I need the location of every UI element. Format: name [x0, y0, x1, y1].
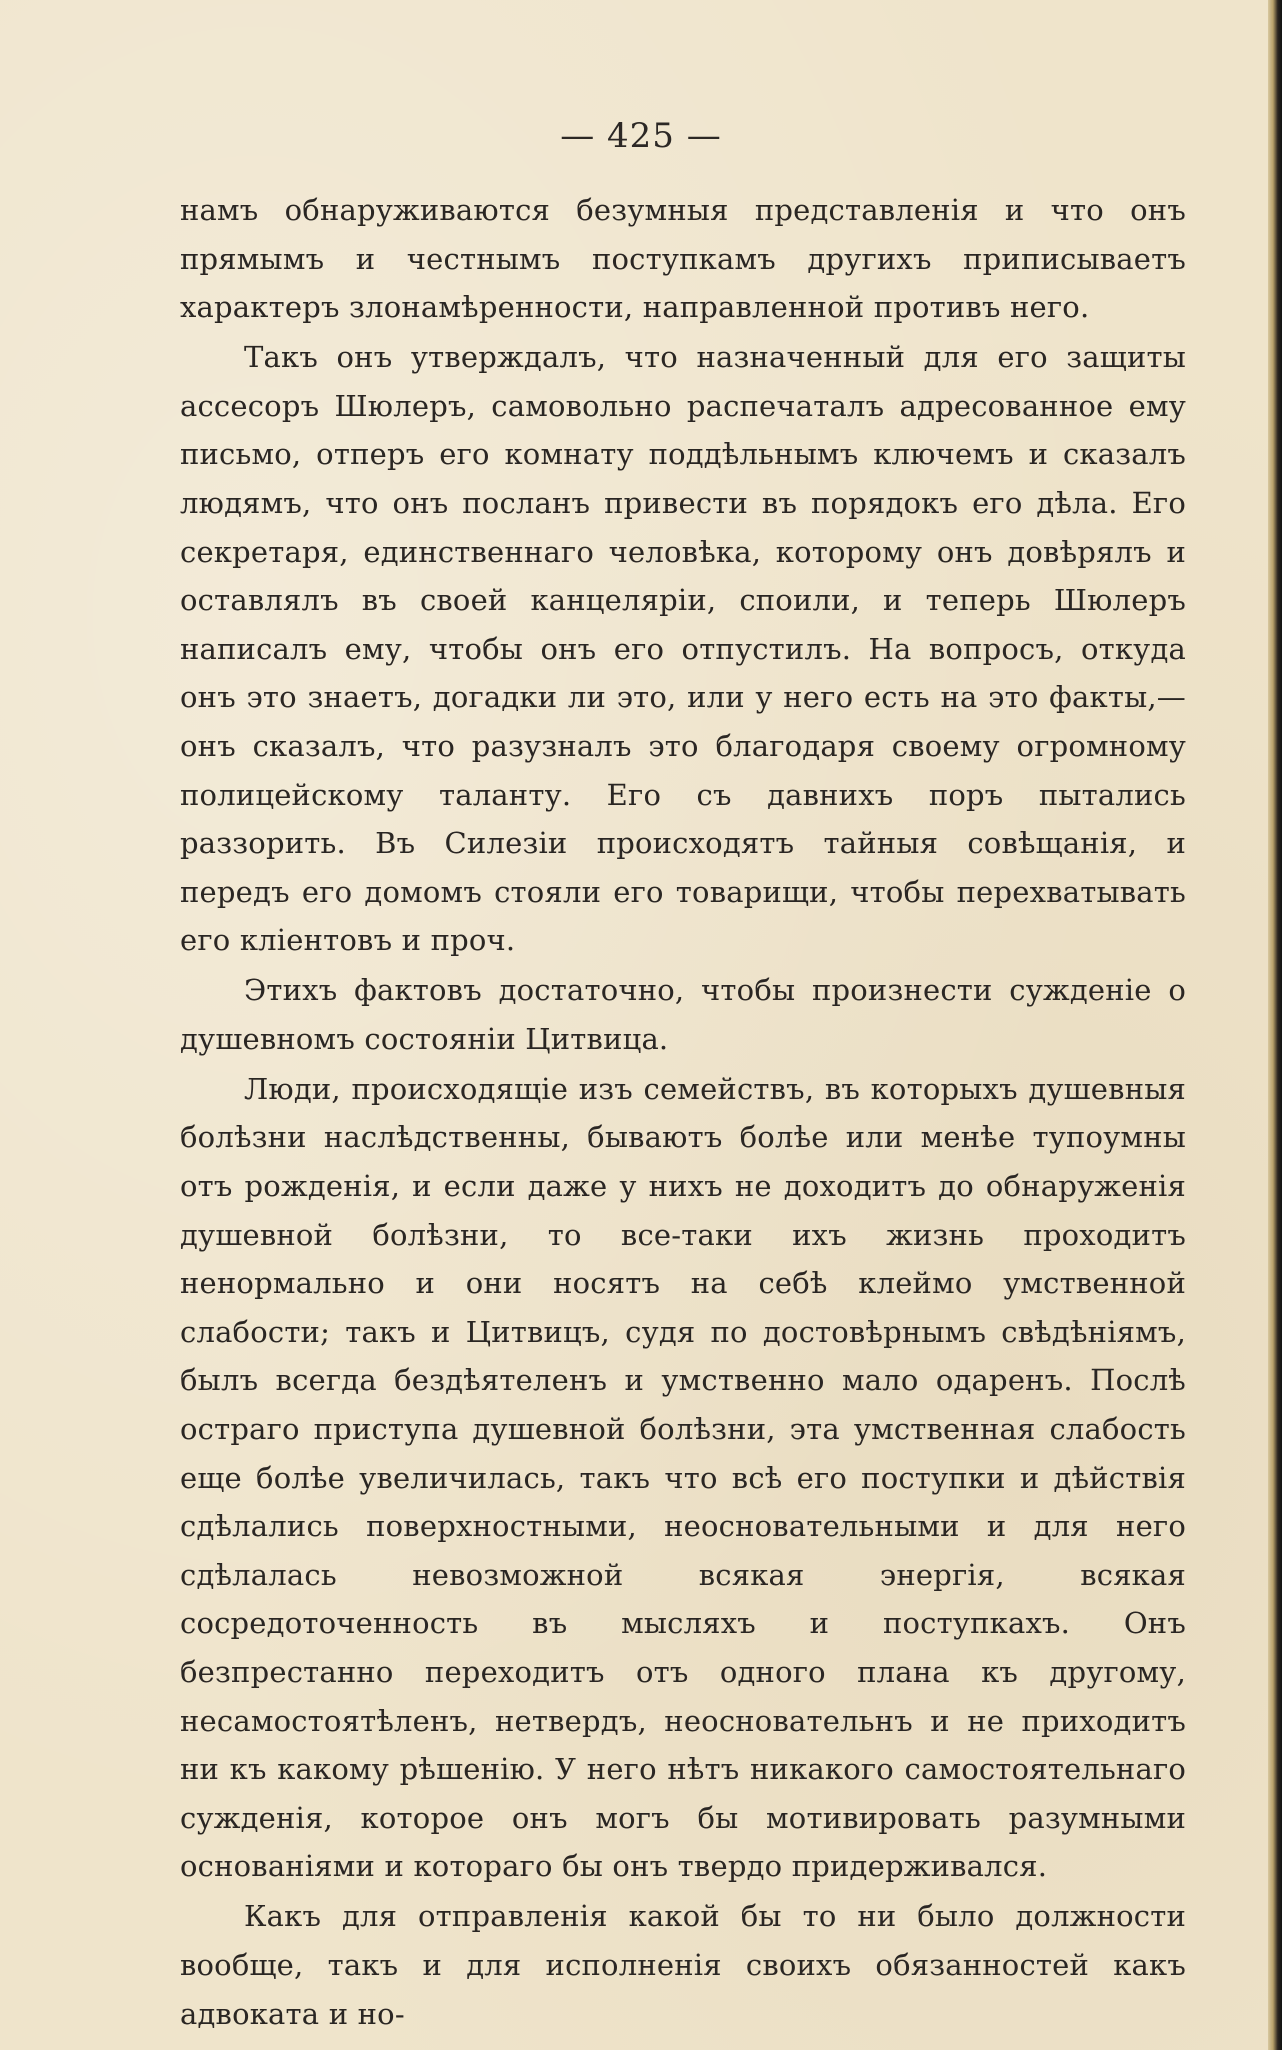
- page-number: — 425 —: [560, 116, 722, 156]
- page-edge-shadow: [1268, 0, 1282, 2050]
- paragraph-continuation: намъ обнаруживаются безумныя представленія и что онъ прямымъ и честнымъ поступкамъ другихъ приписываетъ характеръ злонамѣренности, направленной противъ него.: [180, 193, 1186, 325]
- paragraph: Люди, происходящіе изъ семействъ, въ которыхъ душевныя болѣзни наслѣдственны, бываютъ болѣе или менѣе тупоумны отъ рожденія, и если даже у нихъ не доходитъ до обнаруженія душевной болѣзни, то все-таки ихъ жизнь проходитъ ненормально и они носятъ на себѣ клеймо умственной слабости; такъ и Цитвицъ, судя по достовѣрнымъ свѣдѣніямъ, былъ всегда бездѣятеленъ и умственно мало одаренъ. Послѣ остраго приступа душевной болѣзни, эта умственная слабость еще болѣе увеличилась, такъ что всѣ его поступки и дѣйствія сдѣлались поверхностными, неосновательными и для него сдѣлалась невозможной всякая энергія, всякая сосредоточенность въ мысляхъ и поступкахъ. Онъ безпрестанно переходитъ отъ одного плана къ другому, несамостоятѣленъ, нетвердъ, неосновательнъ и не приходитъ ни къ какому рѣшенію. У него нѣтъ никакого самостоятельнаго сужденія, которое онъ могъ бы мотивировать разумными основаніями и котораго бы онъ твердо придерживался.: [180, 1071, 1186, 1884]
- body-text: [180, 186, 1186, 2040]
- paragraph: Какъ для отправленія какой бы то ни было должности вообще, такъ и для исполненія своихъ обязанностей какъ адвоката и но-: [180, 1899, 1186, 2031]
- paragraph: Такъ онъ утверждалъ, что назначенный для его защиты ассесоръ Шюлеръ, самовольно распечаталъ адресованное ему письмо, отперъ его комнату поддѣльнымъ ключемъ и сказалъ людямъ, что онъ посланъ привести въ порядокъ его дѣла. Его секретаря, единственнаго человѣка, которому онъ довѣрялъ и оставлялъ въ своей канцеляріи, споили, и теперь Шюлеръ написалъ ему, чтобы онъ его отпустилъ. На вопросъ, откуда онъ это знаетъ, догадки ли это, или у него есть на это факты,—онъ сказалъ, что разузналъ это благодаря своему огромному полицейскому таланту. Его съ давнихъ поръ пытались раззорить. Въ Силезіи происходятъ тайныя совѣщанія, и передъ его домомъ стояли его товарищи, чтобы перехватывать его кліентовъ и проч.: [180, 340, 1186, 958]
- paragraph: Этихъ фактовъ достаточно, чтобы произнести сужденіе о душевномъ состояніи Цитвица.: [180, 973, 1186, 1056]
